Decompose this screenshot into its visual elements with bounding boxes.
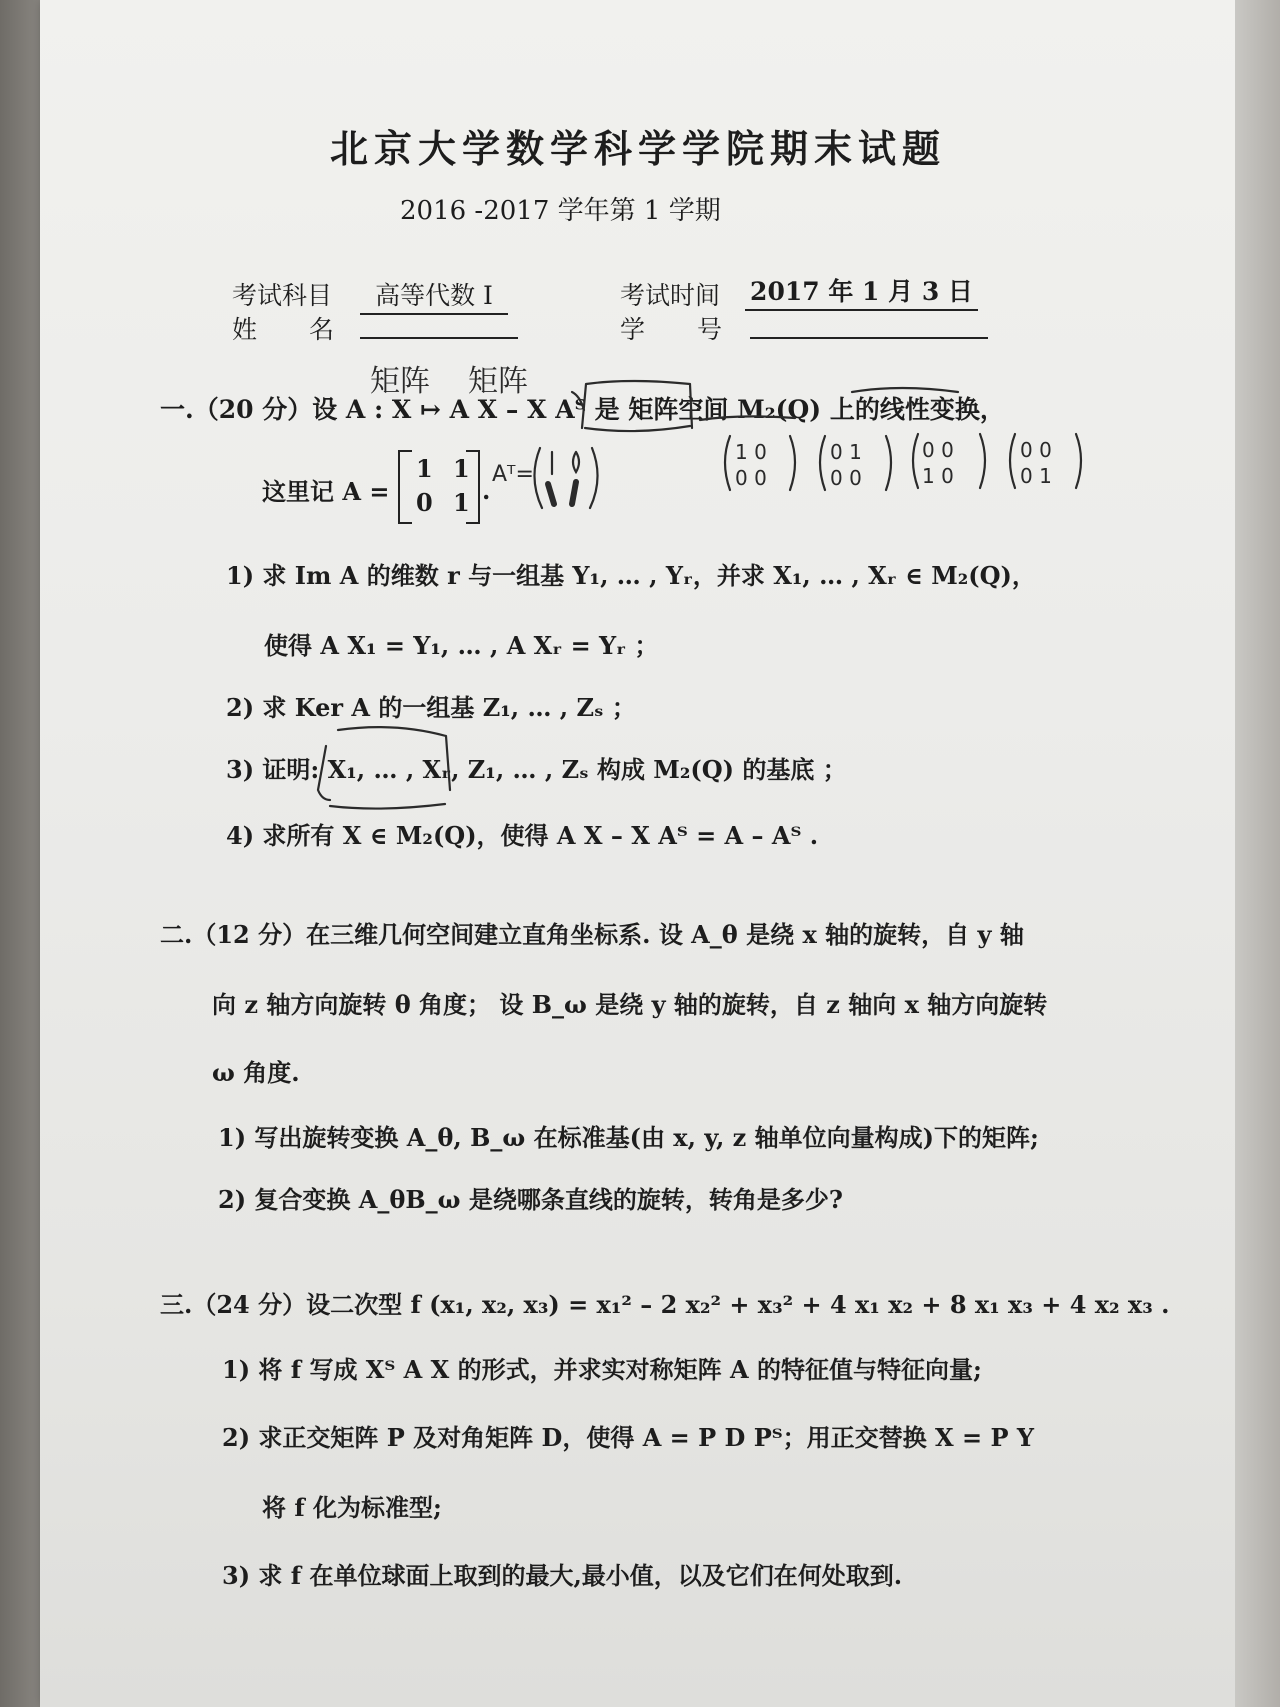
student-id-field [750, 310, 988, 339]
q1-part-2: 2) 求 Ker A 的一组基 Z₁, … , Zₛ ； [226, 693, 636, 722]
q2-stem-a: 二.（12 分）在三维几何空间建立直角坐标系. 设 A_θ 是绕 x 轴的旋转，自 y 轴 [160, 920, 1024, 949]
handwritten-basis-2-row1: 0 1 [830, 440, 862, 464]
handwritten-note-matrix-2: 矩阵 [468, 364, 528, 399]
q2-stem-c: ω 角度. [212, 1058, 300, 1087]
handwritten-basis-3-row2: 1 0 [922, 464, 954, 488]
handwritten-basis-1-row2: 0 0 [735, 466, 767, 490]
q1-part-1a: 1) 求 Im A 的维数 r 与一组基 Y₁, … , Yᵣ，并求 X₁, … , Xᵣ ∈ M₂(Q)， [226, 561, 1036, 590]
matrix-right-bracket [466, 450, 480, 524]
q1-matrix-end: . [482, 476, 491, 505]
q2-stem-b: 向 z 轴方向旋转 θ 角度； 设 B_ω 是绕 y 轴的旋转，自 z 轴向 x 轴方向旋转 [212, 990, 1048, 1019]
exam-title: 北京大学数学科学学院期末试题 [330, 126, 947, 171]
handwritten-basis-4-row2: 0 1 [1020, 464, 1052, 488]
name-field [360, 310, 518, 339]
q2-part-2: 2) 复合变换 A_θB_ω 是绕哪条直线的旋转，转角是多少? [218, 1185, 843, 1214]
q3-part-2a: 2) 求正交矩阵 P 及对角矩阵 D，使得 A = P D Pᵀ；用正交替换 X = P Y [222, 1423, 1034, 1452]
q1-part-1b: 使得 A X₁ = Y₁, … , A Xᵣ = Yᵣ ； [264, 631, 659, 660]
q3-part-2b: 将 f 化为标准型; [262, 1493, 442, 1522]
student-id-label: 学 号 [620, 315, 744, 344]
q2-part-1: 1) 写出旋转变换 A_θ, B_ω 在标准基(由 x, y, z 轴单位向量构成)下的矩阵; [218, 1123, 1039, 1152]
handwritten-basis-4-row1: 0 0 [1020, 438, 1052, 462]
subject-label: 考试科目 [232, 281, 333, 310]
handwritten-basis-3-row1: 0 0 [922, 438, 954, 462]
q1-part-4: 4) 求所有 X ∈ M₂(Q)，使得 A X – X Aᵀ = A – Aᵀ . [226, 821, 819, 850]
time-field: 2017 年 1 月 3 日 [745, 272, 978, 311]
q3-stem: 三.（24 分）设二次型 f (x₁, x₂, x₃) = x₁² – 2 x₂² + x₃² + 4 x₁ x₂ + 8 x₁ x₃ + 4 x₂ x₃ . [160, 1290, 1170, 1319]
matrix-left-bracket [398, 450, 412, 524]
background-right [1235, 0, 1280, 1707]
q3-part-1: 1) 将 f 写成 Xᵀ A X 的形式，并求实对称矩阵 A 的特征值与特征向量; [222, 1355, 982, 1384]
q1-matrix-intro: 这里记 A = [262, 477, 390, 506]
q1-part-3: 3) 证明: X₁, … , Xᵣ, Z₁, … , Zₛ 构成 M₂(Q) 的基底 ； [226, 755, 847, 784]
subject-field: 高等代数 I [360, 276, 508, 315]
matrix-row-1: 1 1 [416, 454, 476, 483]
time-label: 考试时间 [620, 281, 721, 310]
q1-stem: 一.（20 分）设 A : X ↦ A X – X Aᵀ 是 矩阵空间 M₂(Q) 上的线性变换， [160, 395, 1005, 424]
handwritten-note-matrix-1: 矩阵 [370, 364, 430, 399]
handwritten-basis-1-row1: 1 0 [735, 440, 767, 464]
matrix-a [398, 450, 480, 520]
handwritten-at-label: Aᵀ= [492, 462, 534, 487]
handwritten-basis-2-row2: 0 0 [830, 466, 862, 490]
exam-term: 2016 -2017 学年第 1 学期 [400, 196, 721, 226]
name-label: 姓 名 [232, 315, 356, 344]
q3-part-3: 3) 求 f 在单位球面上取到的最大,最小值，以及它们在何处取到. [222, 1561, 903, 1590]
matrix-row-2: 0 1 [416, 488, 476, 517]
